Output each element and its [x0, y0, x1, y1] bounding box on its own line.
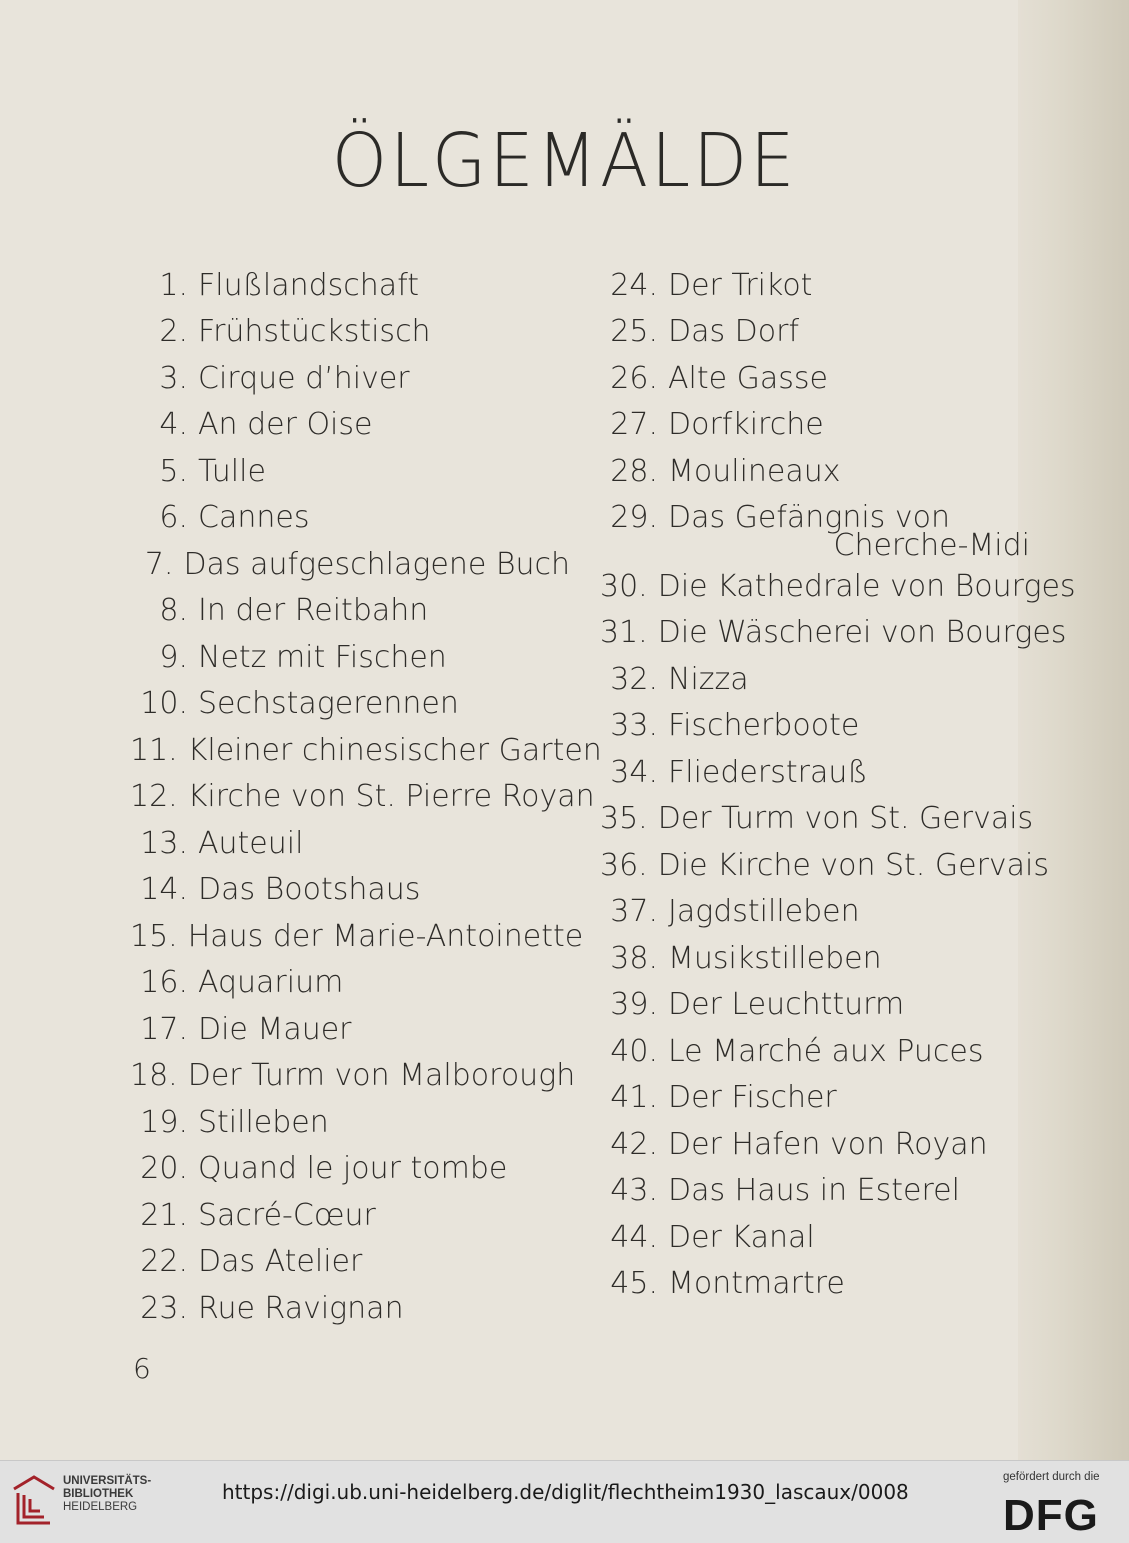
list-item-number: 35. [600, 801, 648, 837]
library-line-2: BIBLIOTHEK [63, 1488, 134, 1500]
list-item-number: 37. [610, 894, 658, 930]
list-item-title: Die Kathedrale von Bourges [657, 568, 1076, 604]
list-item [130, 495, 570, 542]
list-item [600, 842, 1050, 889]
list-item [130, 1239, 570, 1286]
list-item [130, 448, 570, 495]
page-number: 6 [133, 1352, 151, 1385]
list-item-number: 28. [610, 453, 658, 489]
list-item [130, 309, 570, 356]
list-item-title: Fischerboote [668, 708, 860, 744]
list-item [600, 262, 1030, 309]
list-item-title: Der Turm von Malborough [187, 1058, 576, 1094]
list-item-title: Tulle [198, 453, 266, 489]
list-item-number: 17. [140, 1011, 188, 1047]
list-item-title: Flußlandschaft [198, 267, 419, 303]
list-item-number: 33. [610, 708, 658, 744]
list-item-number: 36. [600, 847, 648, 883]
library-line-3: HEIDELBERG [63, 1501, 138, 1513]
list-item-title: Cannes [198, 500, 310, 536]
list-item-number: 10. [140, 686, 188, 722]
viewer-footer [0, 1460, 1129, 1543]
list-item-number: 4. [159, 407, 188, 443]
list-item-title: Der Kanal [668, 1219, 815, 1255]
list-item-number: 15. [130, 918, 178, 954]
list-item [600, 796, 1034, 843]
list-item-number: 7. [144, 546, 174, 582]
list-item-title: Haus der Marie-Antoinette [187, 918, 584, 954]
list-item [130, 960, 570, 1007]
list-item-number: 27. [610, 407, 658, 443]
list-item [600, 1075, 1030, 1122]
list-item-number: 39. [610, 987, 658, 1023]
list-item [600, 656, 1030, 703]
list-item [130, 1146, 570, 1193]
list-item-number: 30. [600, 568, 648, 604]
list-item-title: Rue Ravignan [198, 1290, 404, 1326]
list-item [600, 610, 1067, 657]
list-item [130, 681, 570, 728]
list-item-title: Aquarium [198, 965, 344, 1001]
list-item-title: Auteuil [198, 825, 304, 861]
list-item-number: 14. [140, 872, 188, 908]
list-item [130, 541, 570, 588]
list-item [600, 563, 1076, 610]
university-library-logo-icon[interactable] [10, 1473, 58, 1529]
list-item [130, 1285, 570, 1332]
list-item-title: Die Wäscherei von Bourges [657, 615, 1067, 651]
list-item-title: Alte Gasse [668, 360, 828, 396]
list-item [130, 1192, 570, 1239]
list-item [130, 262, 570, 309]
list-item [130, 820, 570, 867]
list-item-title: Der Hafen von Royan [668, 1126, 988, 1162]
list-item-title: Stilleben [198, 1104, 329, 1140]
list-item-title: Der Leuchtturm [668, 987, 905, 1023]
list-item-title: An der Oise [198, 407, 373, 443]
list-item-number: 20. [140, 1151, 188, 1187]
list-left-column [130, 262, 602, 1332]
list-item [600, 1168, 1030, 1215]
list-item-title: Musikstilleben [668, 940, 882, 976]
list-item-title: Das Bootshaus [198, 872, 421, 908]
list-item [130, 402, 570, 449]
list-right-column [600, 262, 1076, 1307]
list-item-number: 41. [610, 1080, 658, 1116]
list-item-number: 18. [130, 1058, 178, 1094]
list-item-number: 44. [610, 1219, 658, 1255]
list-item-title: Le Marché aux Puces [668, 1033, 984, 1069]
list-item-number: 25. [610, 314, 658, 350]
list-item-number: 24. [610, 267, 658, 303]
list-item-title: Nizza [668, 661, 749, 697]
list-item-number: 13. [140, 825, 188, 861]
list-item-number: 21. [140, 1197, 188, 1233]
list-item-number: 11. [130, 732, 178, 768]
list-item [600, 1121, 1030, 1168]
list-item-title: Quand le jour tombe [198, 1151, 508, 1187]
university-library-name [63, 1475, 151, 1514]
list-item [600, 749, 1030, 796]
list-item-title: Sechstagerennen [198, 686, 459, 722]
list-item-title: In der Reitbahn [198, 593, 429, 629]
list-item-title: Moulineaux [668, 453, 841, 489]
page-edge [1018, 0, 1129, 1460]
list-item-number: 42. [610, 1126, 658, 1162]
list-item-number: 38. [610, 940, 658, 976]
list-item-title: Dorfkirche [668, 407, 824, 443]
list-item-title: Das Dorf [668, 314, 800, 350]
list-item-title: Das aufgeschlagene Buch [183, 546, 570, 582]
list-item-title: Netz mit Fischen [198, 639, 447, 675]
list-item-title: Der Fischer [668, 1080, 837, 1116]
library-line-1: UNIVERSITÄTS- [63, 1475, 152, 1487]
list-item [130, 727, 602, 774]
list-item [130, 1099, 570, 1146]
list-item-number: 23. [140, 1290, 188, 1326]
list-item-number: 9. [159, 639, 188, 675]
list-item [600, 402, 1030, 449]
list-item-title: Die Kirche von St. Gervais [657, 847, 1050, 883]
list-item-title: Der Turm von St. Gervais [657, 801, 1034, 837]
list-item-title: Jagdstilleben [668, 894, 860, 930]
funding-note: gefördert durch die [1003, 1471, 1100, 1483]
list-item-title: Die Mauer [198, 1011, 352, 1047]
list-item [600, 1261, 1030, 1308]
list-item-continuation: Cherche-Midi [833, 528, 1030, 563]
list-item-number: 19. [140, 1104, 188, 1140]
list-item-number: 32. [610, 661, 658, 697]
list-item [130, 774, 595, 821]
list-item-number: 3. [159, 360, 188, 396]
list-item-number: 8. [159, 593, 188, 629]
page-title: ÖLGEMÄLDE [331, 118, 798, 204]
list-item [130, 913, 584, 960]
list-item-title: Montmartre [668, 1266, 845, 1302]
list-item-number: 26. [610, 360, 658, 396]
list-item-title: Das Gefängnis von [668, 500, 950, 536]
list-item-number: 29. [610, 500, 658, 536]
list-item [600, 935, 1030, 982]
list-item-title: Frühstückstisch [198, 314, 431, 350]
list-item-number: 16. [140, 965, 188, 1001]
dfg-logo[interactable]: DFG [1003, 1491, 1099, 1540]
list-item [600, 703, 1030, 750]
list-item-number: 45. [610, 1266, 658, 1302]
list-item-number: 34. [610, 754, 658, 790]
list-item-number: 31. [600, 615, 648, 651]
document-url-link[interactable]: https://digi.ub.uni-heidelberg.de/diglit/flechtheim1930_lascaux/0008 [222, 1480, 909, 1504]
list-item-number: 5. [159, 453, 188, 489]
list-item [600, 448, 1030, 495]
list-item [600, 309, 1030, 356]
list-item [130, 355, 570, 402]
list-item-number: 43. [610, 1173, 658, 1209]
list-item-title: Das Haus in Esterel [668, 1173, 960, 1209]
list-item [130, 588, 570, 635]
list-item [600, 889, 1030, 936]
list-item-number: 1. [159, 267, 188, 303]
list-item [130, 634, 570, 681]
list-item-title: Cirque d’hiver [198, 360, 410, 396]
list-item [600, 355, 1030, 402]
list-item [130, 1006, 570, 1053]
list-item-number: 2. [159, 314, 188, 350]
list-item-number: 22. [140, 1244, 188, 1280]
list-item-title: Der Trikot [668, 267, 813, 303]
list-item [130, 867, 570, 914]
list-item-title: Fliederstrauß [668, 754, 868, 790]
list-item-title: Sacré-Cœur [198, 1197, 376, 1233]
list-item [600, 982, 1030, 1029]
list-item-number: 12. [130, 779, 178, 815]
list-item-title: Das Atelier [198, 1244, 363, 1280]
list-item-number: 40. [610, 1033, 658, 1069]
list-item [130, 1053, 576, 1100]
list-item [600, 1028, 1030, 1075]
list-item-title: Kleiner chinesischer Garten [187, 732, 602, 768]
list-item-number: 6. [159, 500, 188, 536]
list-item [600, 1214, 1030, 1261]
list-item-title: Kirche von St. Pierre Royan [187, 779, 595, 815]
